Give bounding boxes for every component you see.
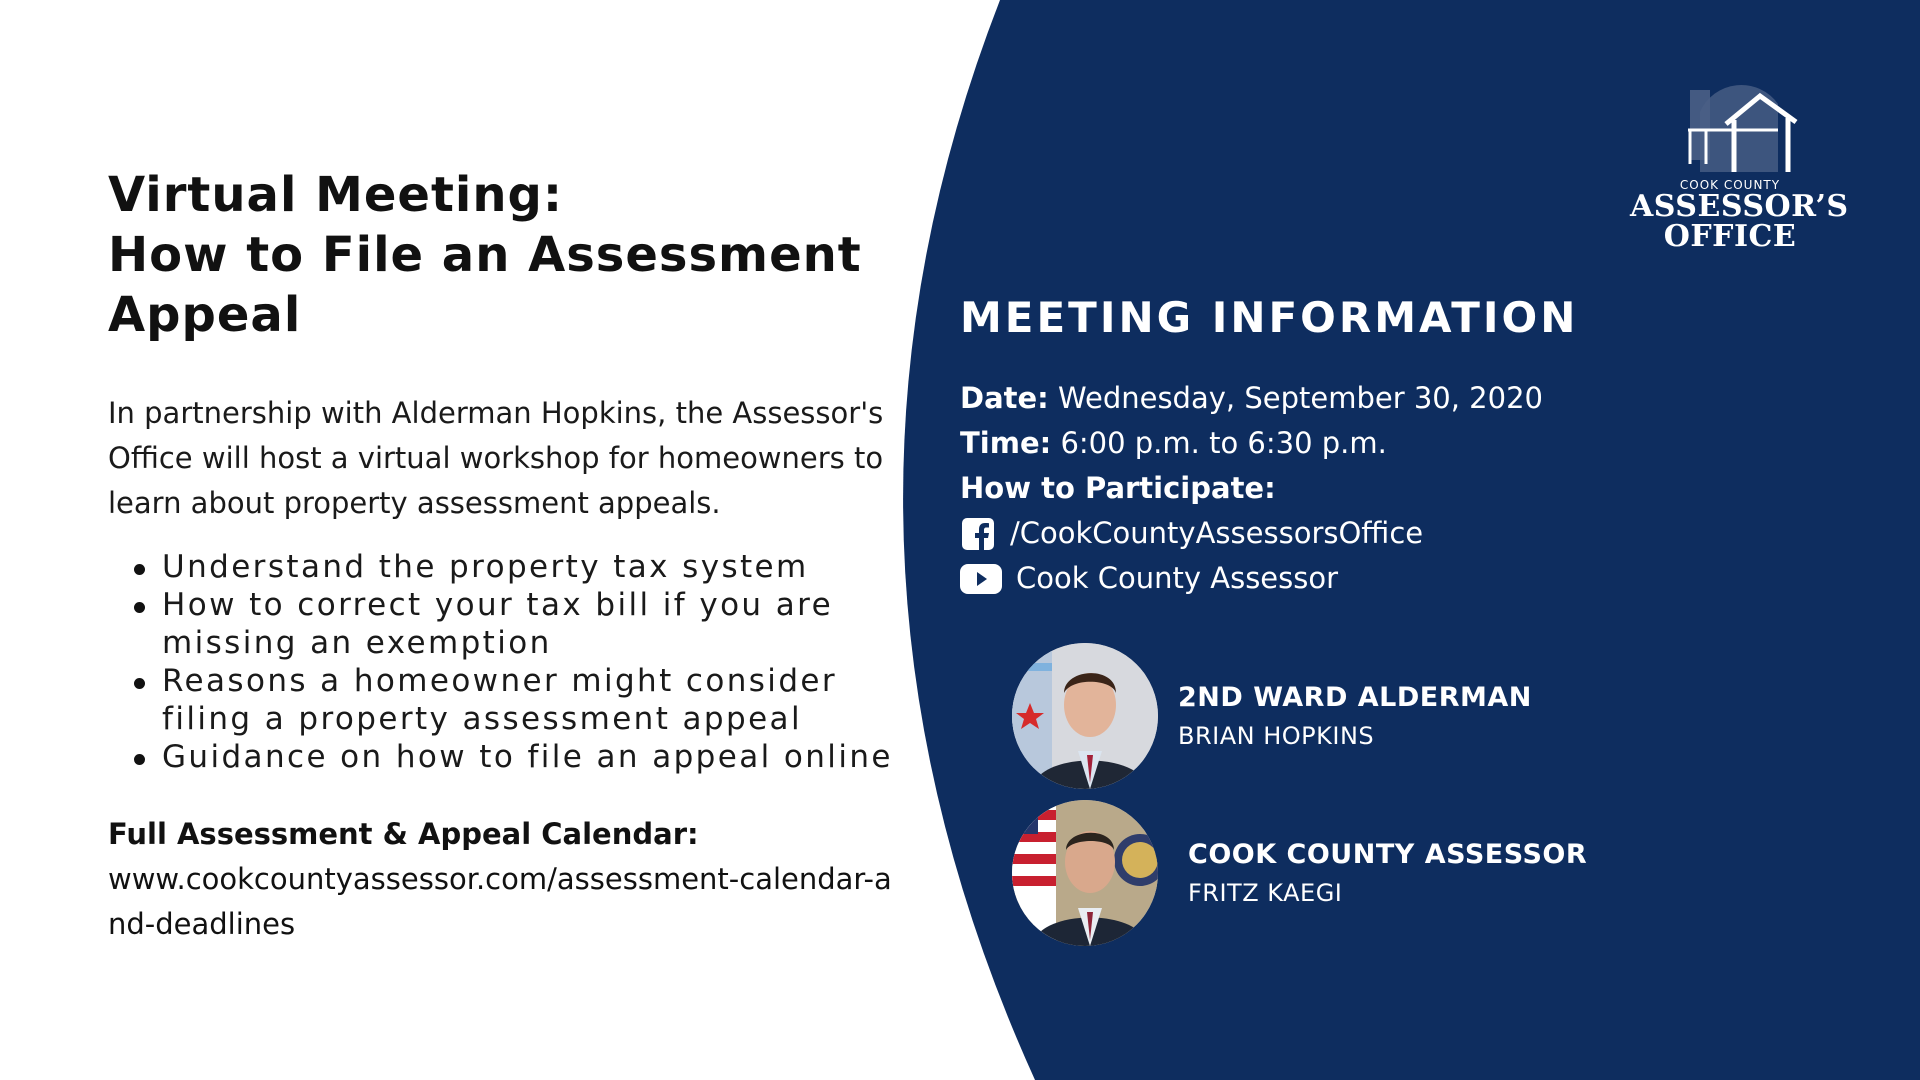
facebook-text: /CookCountyAssessorsOffice bbox=[1010, 516, 1424, 550]
list-item bbox=[108, 586, 908, 662]
speaker-role: COOK COUNTY ASSESSOR bbox=[1188, 839, 1588, 870]
page-title bbox=[108, 165, 908, 345]
time-label: Time: bbox=[960, 426, 1052, 460]
topics-list bbox=[108, 548, 908, 776]
list-item-text: Guidance on how to file an appeal online bbox=[162, 739, 893, 775]
participate-label bbox=[960, 466, 1760, 511]
youtube-icon bbox=[960, 562, 1002, 596]
facebook-link[interactable] bbox=[960, 511, 1760, 556]
date-label: Date: bbox=[960, 381, 1049, 415]
list-item bbox=[108, 662, 908, 738]
list-item bbox=[108, 738, 908, 776]
meeting-info-panel bbox=[960, 288, 1760, 601]
logo-title-line-2: OFFICE bbox=[1663, 219, 1797, 254]
list-item bbox=[108, 548, 908, 586]
speaker-name: FRITZ KAEGI bbox=[1188, 879, 1343, 907]
youtube-link[interactable] bbox=[960, 556, 1760, 601]
calendar-label: Full Assessment & Appeal Calendar: bbox=[108, 817, 699, 851]
calendar-link[interactable]: www.cookcountyassessor.com/assessment-calendar-and-deadlines bbox=[108, 862, 892, 941]
list-item-text: How to correct your tax bill if you are missing an exemption bbox=[162, 587, 834, 661]
title-line-3: Appeal bbox=[108, 287, 302, 343]
house-icon bbox=[1660, 82, 1800, 182]
meeting-heading: MEETING INFORMATION bbox=[960, 293, 1579, 342]
intro-paragraph: In partnership with Alderman Hopkins, the Assessor's Office will host a virtual workshop for homeowners to learn about property assessment appeals. bbox=[108, 396, 884, 520]
participate-label-text: How to Participate: bbox=[960, 471, 1276, 505]
bullet-dot bbox=[134, 754, 145, 765]
list-item-text: Reasons a homeowner might consider filing a property assessment appeal bbox=[162, 663, 838, 737]
speaker-text bbox=[1188, 835, 1587, 911]
left-column bbox=[108, 165, 908, 947]
title-line-2: How to File an Assessment bbox=[108, 227, 862, 283]
bullet-dot bbox=[134, 564, 145, 575]
time-line bbox=[960, 421, 1760, 466]
assessor-logo bbox=[1630, 82, 1849, 254]
time-value: 6:00 p.m. to 6:30 p.m. bbox=[1060, 426, 1387, 460]
speaker-name: BRIAN HOPKINS bbox=[1178, 722, 1375, 750]
speaker-card-assessor bbox=[1012, 800, 1587, 946]
title-line-1: Virtual Meeting: bbox=[108, 167, 564, 223]
speaker-card-alderman bbox=[1012, 643, 1532, 789]
bullet-dot bbox=[134, 678, 145, 689]
date-value: Wednesday, September 30, 2020 bbox=[1058, 381, 1543, 415]
speaker-text bbox=[1178, 678, 1532, 754]
logo-title-line-1: ASSESSOR’S bbox=[1630, 189, 1849, 224]
list-item-text: Understand the property tax system bbox=[162, 549, 809, 585]
speaker-role: 2ND WARD ALDERMAN bbox=[1178, 682, 1532, 713]
avatar bbox=[1012, 800, 1158, 946]
facebook-icon bbox=[960, 517, 996, 551]
youtube-text: Cook County Assessor bbox=[1016, 561, 1339, 595]
bullet-dot bbox=[134, 602, 145, 613]
logo-subtitle: COOK COUNTY bbox=[1679, 178, 1781, 192]
date-line bbox=[960, 376, 1760, 421]
avatar bbox=[1012, 643, 1158, 789]
